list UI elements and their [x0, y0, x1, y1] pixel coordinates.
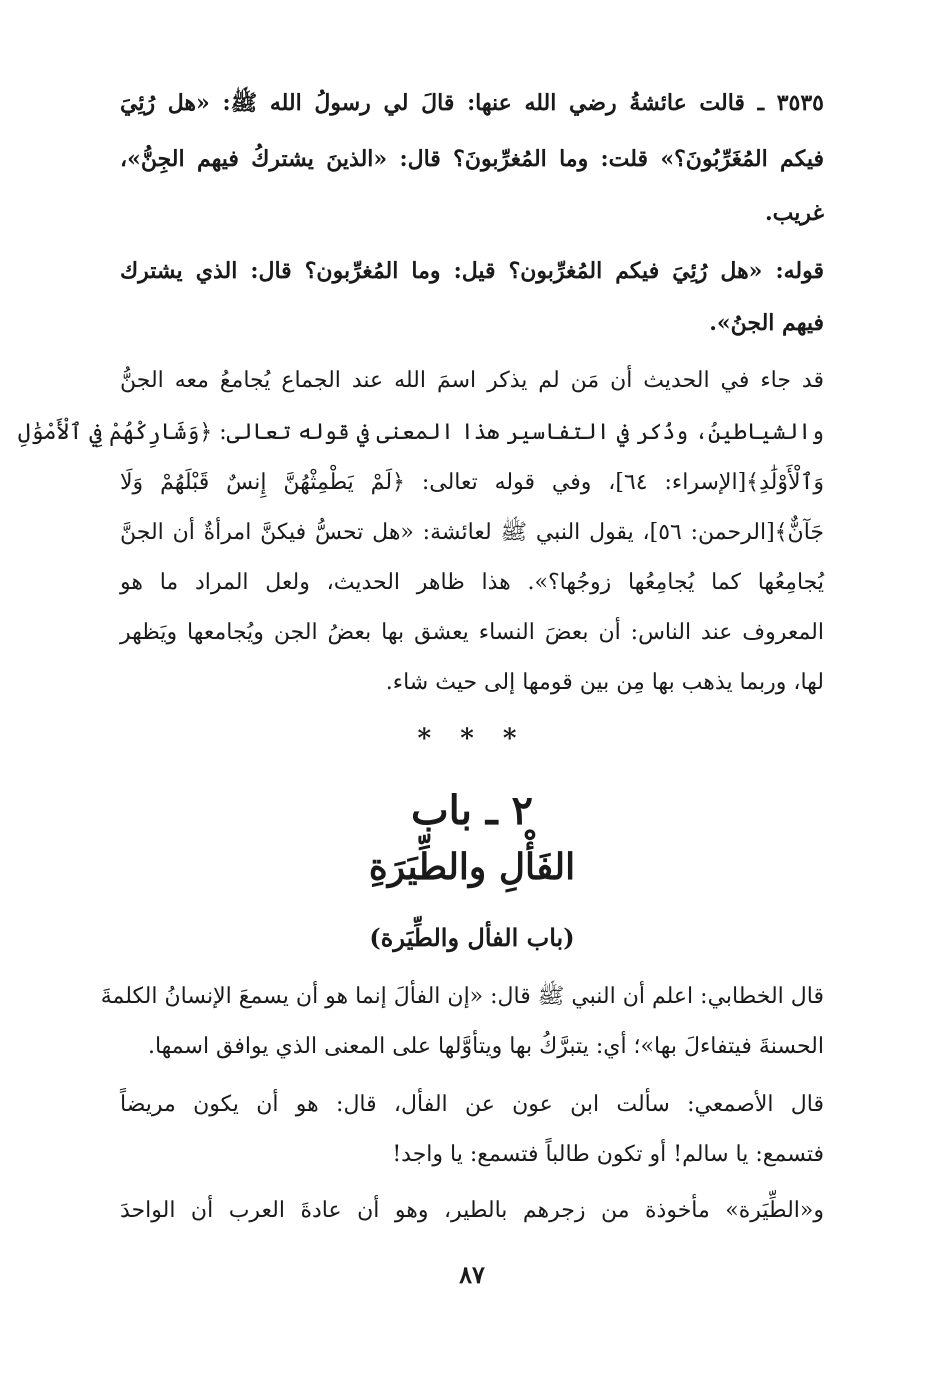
hadith-line-2: فيكم المُغَرِّبُونَ؟» قلت: وما المُغرِّبونَ؟ قال: «الذينَ يشتركُ فيهم الجِنُّ»،: [120, 146, 824, 172]
hadith-line-3: غريب.: [764, 200, 824, 226]
commentary-line-6: المعروف عند الناس: أن بعضَ النساء يعشق بها بعضُ الجن ويُجامعها ويَظهر: [120, 620, 824, 645]
commentary-line-7: لها، وربما يذهب بها مِن بين قومها إلى حيث شاء.: [385, 670, 824, 695]
section-separator: * * *: [417, 724, 527, 754]
tiyara-line-1: و«الطِّيَرة» مأخوذة من زجرهم بالطير، وهو أن عادةَ العرب أن الواحدَ: [120, 1198, 824, 1223]
asmai-line-1: قال الأصمعي: سألت ابن عون عن الفأل، قال: هو أن يكون مريضاً: [120, 1092, 824, 1117]
commentary-line-1: قد جاء في الحديث أن مَن لم يذكر اسمَ الله عند الجماع يُجامعُ معه الجنُّ: [120, 368, 824, 393]
quote-line-1: قوله: «هل رُئِيَ فيكم المُغرِّبون؟ قيل: وما المُغرِّبون؟ قال: الذي يشترك: [120, 258, 824, 284]
commentary-line-4: جَآنٌّ﴾[الرحمن: ٥٦]، يقول النبي ﷺ لعائشة: «هل تحسُّ فيكنَّ امرأةٌ أن الجنَّ: [120, 520, 824, 545]
commentary-line-5: يُجامِعُها كما يُجامِعُها زوجُها؟». هذا ظاهر الحديث، ولعل المراد ما هو: [120, 570, 824, 595]
khattabi-line-2: الحسنةَ فيتفاءلَ بها»؛ أي: يتبرَّكُ بها ويتأوَّلها على المعنى الذي يوافق اسمها.: [147, 1034, 824, 1059]
khattabi-line-1: قال الخطابي: اعلم أن النبي ﷺ قال: «إن الفألَ إنما هو أن يسمعَ الإنسانُ الكلمةَ: [100, 984, 824, 1009]
section-heading: (باب الفأل والطِّيَرة): [369, 923, 575, 952]
page-number: ٨٧: [459, 1260, 485, 1289]
commentary-line-3: وَٱلْأَوْلَٰدِ﴾[الإسراء: ٦٤]، وفي قوله تعالى: ﴿لَمْ يَطْمِثْهُنَّ إِنسٌ قَبْلَهُمْ وَلَا: [120, 470, 825, 495]
commentary-line-2: والشياطينُ، وذُكر في التفاسير هذا المعنى في قوله تعالى: ﴿وَشَارِكْهُمْ فِي ٱلْأَمْوَٰلِ: [17, 420, 824, 445]
chapter-title: الفَأْلِ والطِّيَرَةِ: [368, 846, 576, 888]
hadith-line-1: ٣٥٣٥ ـ قالت عائشةُ رضي الله عنها: قالَ لي رسولُ الله ﷺ: «هل رُئِيَ: [120, 90, 824, 116]
asmai-line-2: فتسمع: يا سالم! أو تكون طالباً فتسمع: يا واجد!: [392, 1142, 824, 1167]
chapter-number: ٢ ـ باب: [410, 787, 534, 834]
quote-line-2: فيهم الجنُ».: [709, 310, 824, 336]
